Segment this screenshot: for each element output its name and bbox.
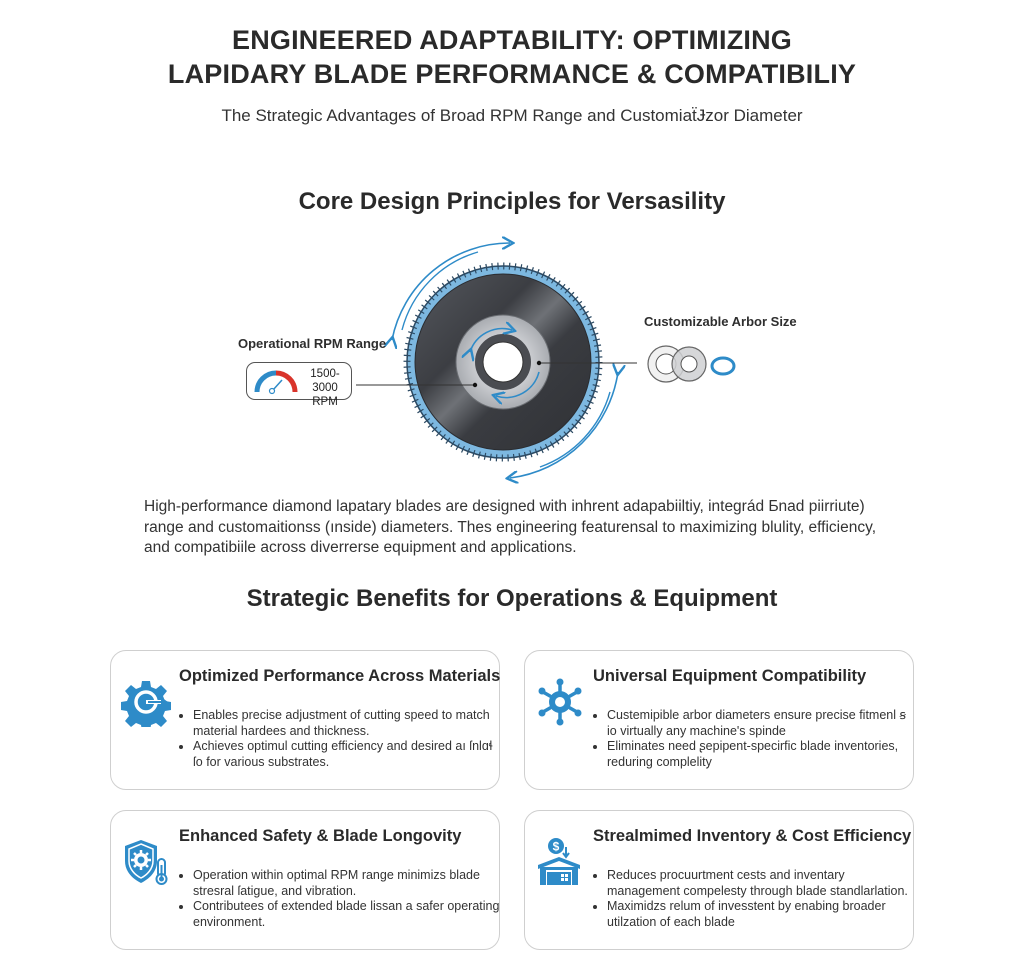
card-bullet: • Enables precise adjustment of cutting speed to match material hardees and thickness. bbox=[193, 708, 503, 739]
benefit-card-safety bbox=[110, 810, 500, 950]
card-bullet: • Maximidzs relum of invesstent by enabing broader utilzation of each blade bbox=[607, 899, 917, 930]
card-title: Strealmimed Inventory & Cost Efficiency bbox=[593, 827, 912, 845]
card-bullets bbox=[593, 868, 917, 930]
card-title: Enhanced Safety & Blade Longovity bbox=[179, 827, 462, 845]
benefits-heading: Strategic Benefits for Operations & Equipment bbox=[246, 585, 778, 612]
blade-diagram bbox=[0, 225, 1024, 490]
title-line-1: ENGINEERED ADAPTABILITY: OPTIMIZING bbox=[232, 25, 792, 55]
subtitle: The Strategic Advantages of Broad RPM Range and CustomiaẗɈzor Diameter bbox=[221, 106, 803, 125]
card-bullet: • Contributees of extended blade lissan a safer operating environment. bbox=[193, 899, 503, 930]
card-bullet: • Operation within optimal RPM range minimizs blade stresral ſatigue, and vibration. bbox=[193, 868, 503, 899]
gauge-icon bbox=[253, 369, 299, 395]
arbor-size-label: Customizable Arbor Size bbox=[644, 314, 797, 329]
rpm-range-badge bbox=[246, 362, 352, 408]
card-title: Optimized Performance Across Materials bbox=[179, 667, 501, 685]
core-description: High-performance diamond lapatary blades are designed with inhrent adapabiiltiy, integrád Ƃnad piirriute) range and customaitionss (ınside) diameters. Thes engineering featurensal to maximizing blulity, efficiency, and compatibiile across diverrerse equipment and applications. bbox=[144, 498, 877, 556]
benefit-card-compatibility bbox=[524, 650, 914, 790]
rpm-value-unit: RPM bbox=[312, 396, 338, 408]
title-line-2: LAPIDARY BLADE PERFORMANCE & COMPATIBILIY bbox=[167, 59, 857, 89]
arbor-rings-icon bbox=[648, 346, 734, 382]
warehouse-dollar-icon bbox=[535, 837, 585, 887]
svg-text:$: $ bbox=[552, 839, 560, 854]
rpm-value-number: 1500-3000 bbox=[310, 368, 340, 394]
benefit-card-performance bbox=[110, 650, 500, 790]
card-bullets bbox=[179, 868, 503, 930]
gear-arrow-icon bbox=[121, 677, 171, 727]
diamond-blade-icon bbox=[407, 266, 599, 458]
rpm-range-value bbox=[299, 367, 351, 409]
card-bullets bbox=[593, 708, 917, 770]
card-bullet: • Achieves optimul cutting efficiency and desired aı ſnlɑɬ ſo for various substrates. bbox=[193, 739, 503, 770]
card-bullets bbox=[179, 708, 503, 770]
gear-network-icon bbox=[535, 677, 585, 727]
core-heading: Core Design Principles for Versasility bbox=[298, 188, 726, 215]
benefit-card-inventory bbox=[524, 810, 914, 950]
card-bullet: • Reduces procuurtment cests and inventary management compelesty through blade standlarlation. bbox=[607, 868, 917, 899]
card-title: Universal Equipment Compatibility bbox=[593, 667, 867, 685]
rpm-range-label: Operational RPM Range bbox=[238, 336, 387, 351]
card-bullet: • Eliminates need ʂepipent-specirfic blade inventories, reduring complelity bbox=[607, 739, 917, 770]
card-bullet: • Custemiрible arbor diameters ensure precise fitmenl ꞩ io virtually any machine's spinde bbox=[607, 708, 917, 739]
shield-thermometer-icon bbox=[121, 837, 171, 887]
